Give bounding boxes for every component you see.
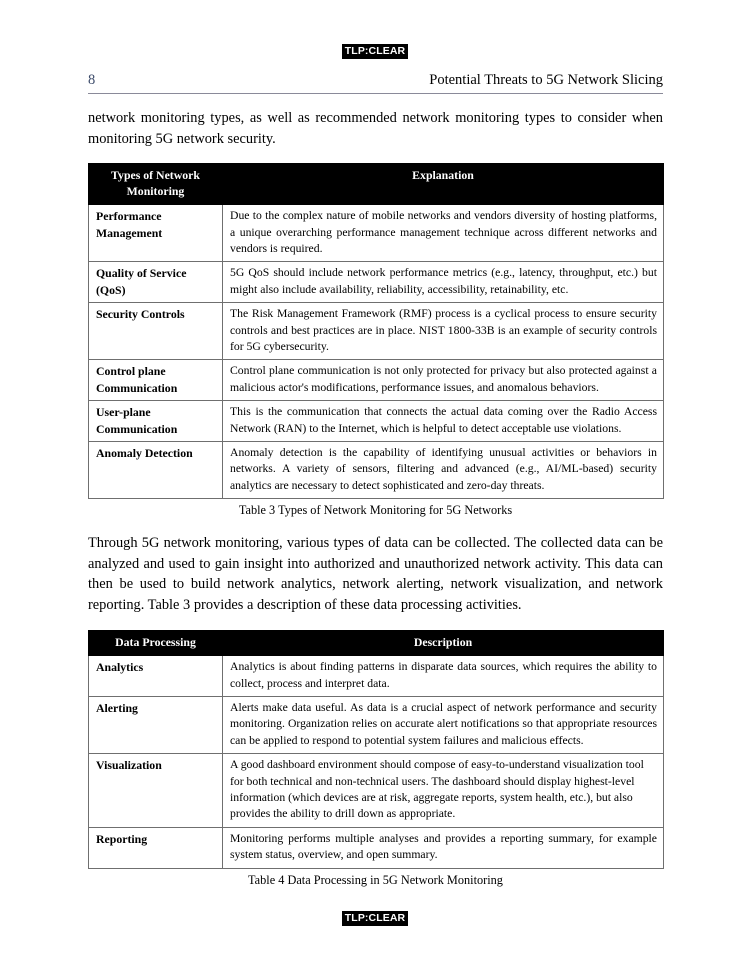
table3-row4-label: User-plane Communication	[89, 401, 223, 442]
table4-row0-description: Analytics is about finding patterns in disparate data sources, which requires the ability to collect, process and interpret data.	[223, 656, 664, 697]
table-row	[89, 656, 664, 697]
table3-caption: Table 3 Types of Network Monitoring for 5G Networks	[238, 503, 513, 518]
table4-row1-description: Alerts make data useful. As data is a crucial aspect of network performance and security monitoring. Organization relies on accurate alert notifications so that appropriate resources can be applied to respond to potential system failures and malicious effects.	[223, 696, 664, 753]
tlp-marking-top-container	[0, 41, 750, 59]
table3-row1-label: Quality of Service (QoS)	[89, 262, 223, 303]
table-row	[89, 754, 664, 828]
spacer-1	[88, 149, 663, 163]
table3-row3-description: Control plane communication is not only protected for privacy but also protected against a malicious actor's modifications, performance issues, and anomalous behaviors.	[223, 360, 664, 401]
page-header-row	[88, 72, 663, 92]
table3-header-row	[89, 164, 664, 205]
tlp-marking-bottom: TLP:CLEAR	[342, 911, 408, 926]
table-row	[89, 442, 664, 499]
table-row	[89, 262, 664, 303]
table-network-monitoring-types	[88, 163, 664, 499]
intro-paragraph: network monitoring types, as well as recommended network monitoring types to consider when monitoring 5G network security.	[88, 110, 663, 147]
table4-row0-label: Analytics	[89, 656, 223, 697]
table3-row5-label: Anomaly Detection	[89, 442, 223, 499]
table-row	[89, 205, 664, 262]
table4-header-col1: Data Processing	[89, 630, 223, 656]
page-number: 8	[88, 72, 96, 88]
table-data-processing	[88, 630, 664, 869]
page-header	[88, 72, 663, 94]
table3-row2-description: The Risk Management Framework (RMF) process is a cyclical process to ensure security controls and best practices are in place. NIST 1800-33B is an example of security controls for 5G cybersecurity.	[223, 303, 664, 360]
table3-row1-description: 5G QoS should include network performance metrics (e.g., latency, throughput, etc.) but might also include availability, reliability, accessibility, retainability, etc.	[223, 262, 664, 303]
table3-row4-description: This is the communication that connects the actual data coming over the Radio Access Network (RAN) to the Internet, which is helpful to detect acceptable use violations.	[223, 401, 664, 442]
table3-header-col1: Types of Network Monitoring	[89, 164, 223, 205]
table3-row0-label: Performance Management	[89, 205, 223, 262]
tlp-marking-top: TLP:CLEAR	[342, 44, 408, 59]
document-body	[88, 108, 663, 889]
table3-row5-description: Anomaly detection is the capability of identifying unusual activities or behaviors in networks. A variety of sensors, filtering and advanced (e.g., AI/ML-based) security analytics are necessary to detect sophisticated and zero-day threats.	[223, 442, 664, 499]
table3-header-col2: Explanation	[223, 164, 664, 205]
page-title: Potential Threats to 5G Network Slicing	[429, 72, 663, 88]
table4-row3-label: Reporting	[89, 827, 223, 868]
table4-row2-description: A good dashboard environment should compose of easy-to-understand visualization tool for both technical and non-technical users. The dashboard should display highest-level information (which devices are at risk, aggregate reports, system health, etc.), but also provides the ability to drill down as appropriate.	[223, 754, 664, 828]
header-divider	[88, 93, 663, 94]
table-row	[89, 401, 664, 442]
table3-row3-label: Control plane Communication	[89, 360, 223, 401]
table4-header-col2: Description	[223, 630, 664, 656]
table-row	[89, 360, 664, 401]
middle-paragraph: Through 5G network monitoring, various types of data can be collected. The collected data can be analyzed and used to gain insight into authorized and unauthorized network activity. This data can then be used to build network analytics, network alerting, network visualization, and network reporting. Table 3 provides a description of these data processing activities.	[88, 535, 663, 614]
table3-row2-label: Security Controls	[89, 303, 223, 360]
table4-header-row	[89, 630, 664, 656]
table4-block	[88, 630, 663, 889]
table-row	[89, 696, 664, 753]
spacer-3	[88, 616, 663, 630]
table4-row2-label: Visualization	[89, 754, 223, 828]
table3-row0-description: Due to the complex nature of mobile networks and vendors diversity of hosting platforms, a unique overarching performance management technique across different networks and vendors is required.	[223, 205, 664, 262]
table-row	[89, 827, 664, 868]
table3-block	[88, 163, 663, 519]
spacer-2	[88, 519, 663, 533]
table4-row3-description: Monitoring performs multiple analyses and provides a reporting summary, for example system status, overview, and open summary.	[223, 827, 664, 868]
table4-row1-label: Alerting	[89, 696, 223, 753]
table4-caption: Table 4 Data Processing in 5G Network Monitoring	[248, 872, 503, 887]
tlp-marking-bottom-container	[0, 908, 750, 926]
table-row	[89, 303, 664, 360]
